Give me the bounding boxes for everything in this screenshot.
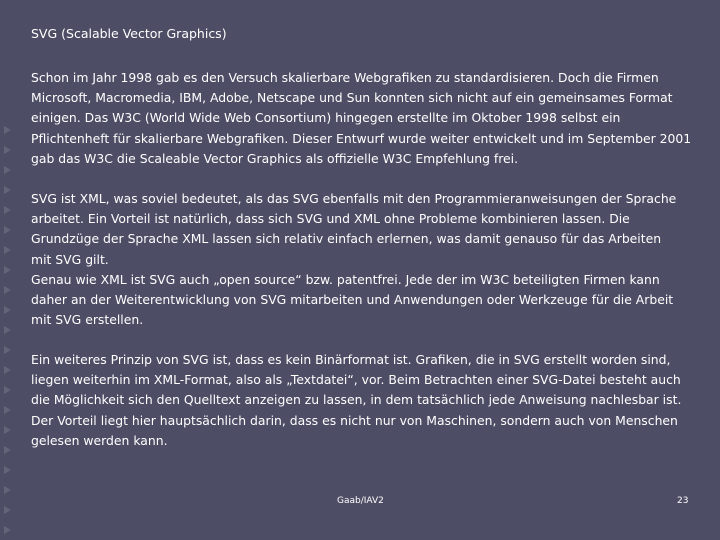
paragraph-line: Schon im Jahr 1998 gab es den Versuch skalierbare Webgrafiken zu standardisieren. Doch die Firmen — [31, 70, 659, 85]
arrow-icon — [4, 306, 11, 314]
arrow-icon — [4, 246, 11, 254]
paragraph-line: Der Vorteil liegt hier hauptsächlich darin, dass es nicht nur von Maschinen, sondern auch von Menschen — [31, 412, 678, 428]
paragraph-line: SVG ist XML, was soviel bedeutet, als das SVG ebenfalls mit den Programmieranweisungen der Sprache — [31, 191, 677, 206]
paragraph-textformat — [31, 350, 701, 451]
arrow-icon — [4, 266, 11, 274]
arrow-icon — [4, 426, 11, 434]
paragraph-line: einigen. Das W3C (World Wide Web Consortium) hingegen erstellte im Oktober 1998 selbst ein — [31, 110, 621, 126]
arrow-icon — [4, 486, 11, 494]
slide-title: SVG (Scalable Vector Graphics) — [31, 26, 227, 41]
paragraph-line: Microsoft, Macromedia, IBM, Adobe, Netscape und Sun konnten sich nicht auf ein gemeinsames Format — [31, 90, 673, 106]
arrow-icon — [4, 526, 11, 534]
arrow-icon — [4, 386, 11, 394]
arrow-icon — [4, 446, 11, 454]
paragraph-line: gab das W3C die Scaleable Vector Graphics als offizielle W3C Empfehlung frei. — [31, 150, 519, 166]
paragraph-line: Genau wie XML ist SVG auch „open source“ bzw. patentfrei. Jede der im W3C beteiligten Firmen kann — [31, 271, 660, 287]
paragraph-line: mit SVG gilt. — [31, 251, 109, 267]
paragraph-history — [31, 68, 701, 169]
arrow-icon — [4, 326, 11, 334]
paragraph-xml — [31, 189, 701, 330]
arrow-icon — [4, 126, 11, 134]
paragraph-line: daher an der Weiterentwicklung von SVG mitarbeiten und Anwendungen oder Werkzeuge für die Arbeit — [31, 292, 674, 308]
paragraph-line: mit SVG erstellen. — [31, 312, 144, 328]
arrow-icon — [4, 506, 11, 514]
paragraph-line: Ein weiteres Prinzip von SVG ist, dass es kein Binärformat ist. Grafiken, die in SVG erstellt worden sind, — [31, 352, 671, 367]
paragraph-line: die Möglichkeit sich den Quelltext anzeigen zu lassen, in dem tatsächlich jede Anweisung nachlesbar ist. — [31, 392, 682, 408]
arrow-icon — [4, 406, 11, 414]
arrow-icon — [4, 286, 11, 294]
arrow-icon — [4, 166, 11, 174]
paragraph-line: Grundzüge der Sprache XML lassen sich relativ einfach erlernen, was damit genauso für das Arbeiten — [31, 231, 662, 247]
arrow-icon — [4, 186, 11, 194]
arrow-icon — [4, 346, 11, 354]
arrow-icon — [4, 146, 11, 154]
paragraph-line: arbeitet. Ein Vorteil ist natürlich, dass sich SVG und XML ohne Probleme kombinieren lassen. Die — [31, 211, 630, 227]
decorative-arrow-strip — [0, 120, 18, 540]
paragraph-line: Pflichtenheft für skalierbare Webgrafiken. Dieser Entwurf wurde weiter entwickelt und im September 2001 — [31, 130, 692, 146]
arrow-icon — [4, 366, 11, 374]
page-number: 23 — [677, 496, 689, 506]
paragraph-line: gelesen werden kann. — [31, 432, 168, 448]
footer-author: Gaab/IAV2 — [337, 496, 384, 506]
arrow-icon — [4, 466, 11, 474]
arrow-icon — [4, 226, 11, 234]
paragraph-line: liegen weiterhin im XML-Format, also als „Textdatei“, vor. Beim Betrachten einer SVG-Datei besteht auch — [31, 372, 681, 388]
arrow-icon — [4, 206, 11, 214]
